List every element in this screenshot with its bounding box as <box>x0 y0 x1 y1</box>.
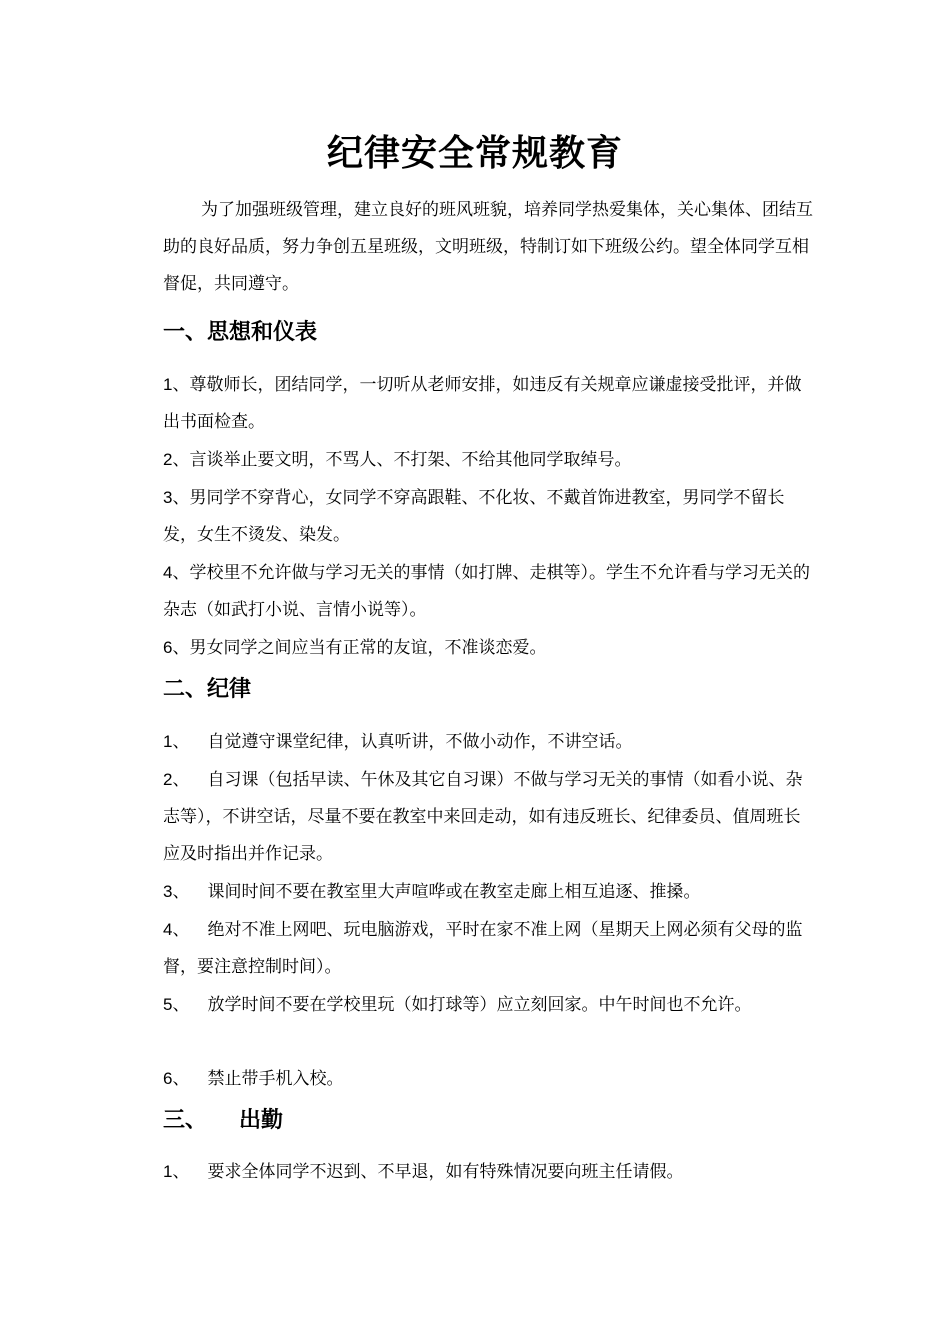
item-number: 2、 <box>163 770 190 789</box>
section-items-thought <box>163 366 813 667</box>
item-text: 自觉遵守课堂纪律，认真听讲，不做小动作，不讲空话。 <box>207 732 633 752</box>
item-number: 6、 <box>163 1069 190 1088</box>
item-text: 言谈举止要文明，不骂人、不打架、不给其他同学取绰号。 <box>189 450 632 470</box>
document-title: 纪律安全常规教育 <box>326 133 623 174</box>
section-heading-thought: 一、思想和仪表 <box>163 320 318 345</box>
item-number: 4、 <box>163 920 190 939</box>
item-number: 1、 <box>163 375 190 394</box>
item-number: 6、 <box>163 638 190 657</box>
list-item <box>163 479 813 554</box>
item-number: 4、 <box>163 563 190 582</box>
list-item <box>163 911 813 986</box>
item-number: 3、 <box>163 488 190 507</box>
list-item <box>163 1060 813 1098</box>
list-item <box>163 723 813 761</box>
intro-paragraph: 为了加强班级管理，建立良好的班风班貌，培养同学热爱集体，关心集体、团结互助的良好品质，努力争创五星班级，文明班级，特制订如下班级公约。望全体同学互相督促，共同遵守。 <box>163 200 813 294</box>
list-item <box>163 629 813 667</box>
item-text: 自习课（包括早读、午休及其它自习课）不做与学习无关的事情（如看小说、杂志等），不讲空话，尽量不要在教室中来回走动，如有违反班长、纪律委员、值周班长应及时指出并作记录。 <box>163 770 803 864</box>
list-item <box>163 554 813 629</box>
item-number: 1、 <box>163 1162 190 1181</box>
list-item <box>163 1153 813 1191</box>
list-item <box>163 761 813 873</box>
section-items-discipline <box>163 723 813 1098</box>
item-text: 男同学不穿背心，女同学不穿高跟鞋、不化妆、不戴首饰进教室，男同学不留长发，女生不烫发、染发。 <box>163 488 785 545</box>
item-text: 男女同学之间应当有正常的友谊，不准谈恋爱。 <box>189 638 547 658</box>
list-item <box>163 986 813 1024</box>
section-heading-prefix: 三、 <box>163 1108 208 1133</box>
section-heading-attendance <box>163 1104 283 1138</box>
list-item <box>163 441 813 479</box>
item-number: 1、 <box>163 732 190 751</box>
section-heading-text: 出勤 <box>239 1108 284 1133</box>
item-number: 5、 <box>163 995 190 1014</box>
item-text: 放学时间不要在学校里玩（如打球等）应立刻回家。中午时间也不允许。 <box>207 995 752 1015</box>
item-text: 绝对不准上网吧、玩电脑游戏，平时在家不准上网（星期天上网必须有父母的监督，要注意控制时间）。 <box>163 920 803 977</box>
item-number: 3、 <box>163 882 190 901</box>
item-number: 2、 <box>163 450 190 469</box>
list-item <box>163 366 813 441</box>
item-text: 禁止带手机入校。 <box>207 1069 344 1089</box>
section-heading-discipline: 二、纪律 <box>163 677 252 702</box>
section-items-attendance <box>163 1153 813 1191</box>
list-item <box>163 873 813 911</box>
item-text: 学校里不允许做与学习无关的事情（如打牌、走棋等）。学生不允许看与学习无关的杂志（如武打小说、言情小说等）。 <box>163 563 810 620</box>
item-text: 尊敬师长，团结同学，一切听从老师安排，如违反有关规章应谦虚接受批评，并做出书面检查。 <box>163 375 802 432</box>
item-text: 课间时间不要在教室里大声喧哗或在教室走廊上相互追逐、推搡。 <box>207 882 701 902</box>
item-text: 要求全体同学不迟到、不早退，如有特殊情况要向班主任请假。 <box>207 1162 684 1182</box>
